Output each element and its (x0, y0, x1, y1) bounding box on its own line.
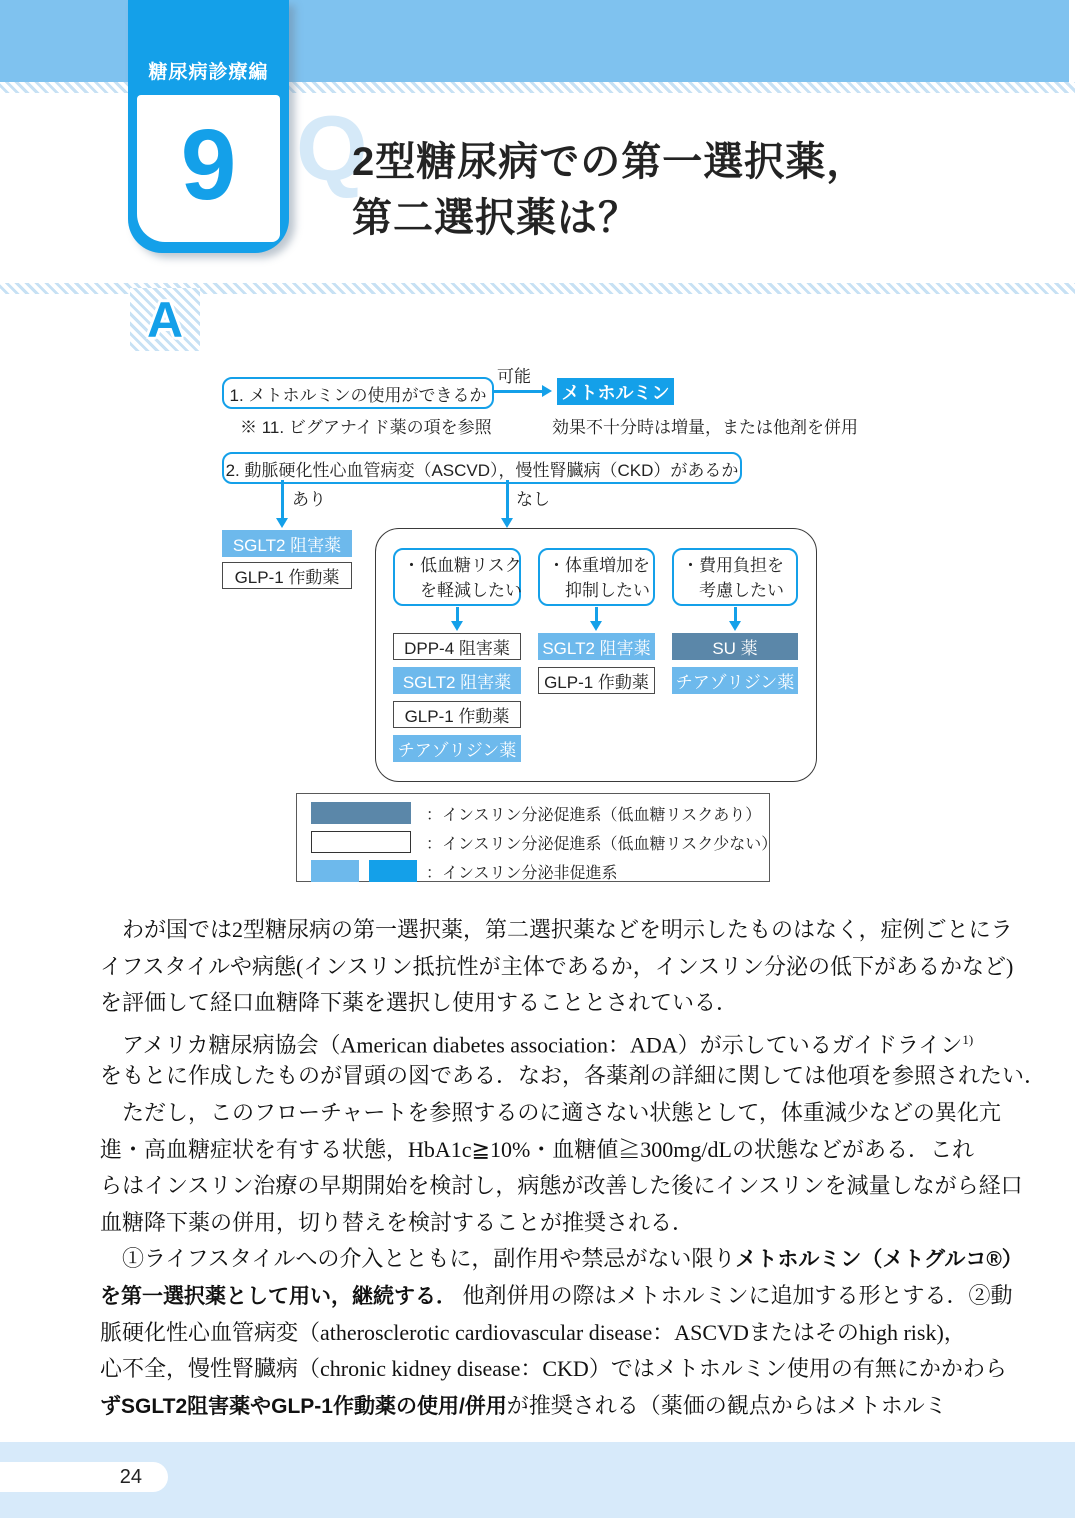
metformin-result-box: メトホルミン (557, 378, 674, 405)
drug-box: SGLT2 阻害薬 (222, 530, 352, 557)
legend-row-secretagogue-lowrisk (311, 831, 777, 853)
drug-box: GLP-1 作動薬 (538, 667, 655, 694)
legend-row-nonsecretagogue (311, 860, 618, 882)
body-line: ①ライフスタイルへの介入とともに，副作用や禁忌がない限りメトホルミン（メトグルコ®） (100, 1246, 1023, 1272)
body-line: を評価して経口血糖降下薬を選択し使用することとされている． (100, 990, 739, 1016)
body-line: をもとに作成したものが冒頭の図である．なお，各薬剤の詳細に関しては他項を参照されたい． (100, 1063, 1047, 1089)
drug-box: GLP-1 作動薬 (222, 562, 352, 589)
body-line: アメリカ糖尿病協会（American diabetes association：ADA）が示しているガイドライン$^{1)}$ (100, 1031, 974, 1058)
branch-yes-label: あり (292, 490, 326, 509)
legend-label: ：インスリン分泌促進系（低血糖リスク少ない） (426, 835, 778, 853)
category-tab-label: 糖尿病診療編 (148, 62, 269, 83)
drug-box: GLP-1 作動薬 (393, 701, 521, 728)
criteria-drug-list (538, 633, 655, 694)
metformin-note: 効果不十分時は増量，または他剤を併用 (552, 418, 858, 437)
branch-yes-arrow (281, 480, 284, 519)
criteria-column-weight (538, 548, 655, 694)
legend-swatch-white (311, 831, 411, 853)
page-number: 24 (119, 1465, 142, 1488)
chapter-number-box (137, 95, 280, 242)
criteria-box: ・体重増加を 抑制したい (538, 548, 655, 606)
q1-box: 1. メトホルミンの使用ができるか (222, 377, 494, 409)
question-watermark: Q (296, 98, 368, 200)
body-line: ただし，このフローチャートを参照するのに適さない状態として，体重減少などの異化亢 (100, 1099, 1001, 1125)
drug-box: SGLT2 阻害薬 (393, 667, 521, 694)
chapter-tab (128, 0, 289, 253)
body-line: わが国では2型糖尿病の第一選択薬，第二選択薬などを明示したものはなく，症例ごとにラ (100, 917, 1013, 942)
drug-box: SGLT2 阻害薬 (538, 633, 655, 660)
drug-box: DPP-4 阻害薬 (393, 633, 521, 660)
ascvd-drug-list (222, 530, 352, 589)
body-line: イフスタイルや病態(インスリン抵抗性が主体であるか，インスリン分泌の低下があるかなど) (100, 953, 1014, 979)
criteria-column-hypoglycemia (393, 548, 521, 762)
body-line: 血糖降下薬の併用，切り替えを検討することが推奨される． (100, 1209, 695, 1235)
q1-branch-label: 可能 (497, 367, 531, 386)
criteria-arrow (672, 606, 798, 633)
q1-note: ※ 11. ビグアナイド薬の項を参照 (240, 418, 492, 437)
legend-row-secretagogue-risk (311, 802, 761, 824)
drug-box: チアゾリジン薬 (672, 667, 798, 694)
body-text (100, 912, 1047, 1424)
q2-box: 2. 動脈硬化性心血管病変（ASCVD），慢性腎臓病（CKD）があるか (222, 452, 742, 484)
legend-label: ：インスリン分泌非促進系 (426, 864, 618, 882)
criteria-drug-list (393, 633, 521, 762)
answer-letter: A (146, 291, 184, 348)
page-title-line1: 2型糖尿病での第一選択薬， (352, 140, 868, 184)
branch-no-label: なし (516, 490, 550, 509)
chapter-number: 9 (180, 108, 237, 221)
body-line: を第一選択薬として用い，継続する． 他剤併用の際はメトホルミンに追加する形とする．②動 (100, 1282, 1013, 1308)
page-title (352, 134, 867, 246)
legend-swatch-light-blue (311, 860, 359, 882)
branch-no-arrow (506, 480, 509, 519)
drug-box: SU 薬 (672, 633, 798, 660)
criteria-column-cost (672, 548, 798, 694)
legend-label: ：インスリン分泌促進系（低血糖リスクあり） (426, 806, 762, 824)
body-line: ずSGLT2阻害薬やGLP-1作動薬の使用/併用が推奨される（薬価の観点からはメトホルミ (100, 1392, 947, 1418)
page-number-pill (0, 1462, 168, 1492)
body-line: 脈硬化性心血管病変（atherosclerotic cardiovascular disease：ASCVDまたはそのhigh risk)， (100, 1319, 966, 1345)
criteria-box: ・低血糖リスク を軽減したい (393, 548, 521, 606)
body-line: らはインスリン治療の早期開始を検討し，病態が改善した後にインスリンを減量しながら経口 (100, 1173, 1023, 1199)
page-title-line2: 第二選択薬は？ (352, 196, 639, 240)
legend-swatch-dark (311, 802, 411, 824)
footer-band (0, 1442, 1075, 1518)
body-line: 心不全，慢性腎臓病（chronic kidney disease：CKD）ではメトホルミン使用の有無にかかわら (100, 1356, 1007, 1382)
criteria-drug-list (672, 633, 798, 694)
q1-arrow (492, 390, 542, 393)
legend-swatch-bright-blue (369, 860, 417, 882)
body-line: 進・高血糖症状を有する状態，HbA1c≧10%・血糖値≧300mg/dLの状態などがある．これ (100, 1136, 974, 1162)
criteria-box: ・費用負担を 考慮したい (672, 548, 798, 606)
legend-box (296, 793, 778, 882)
drug-box: チアゾリジン薬 (393, 735, 521, 762)
answer-badge (130, 288, 200, 351)
criteria-arrow (393, 606, 521, 633)
criteria-arrow (538, 606, 655, 633)
